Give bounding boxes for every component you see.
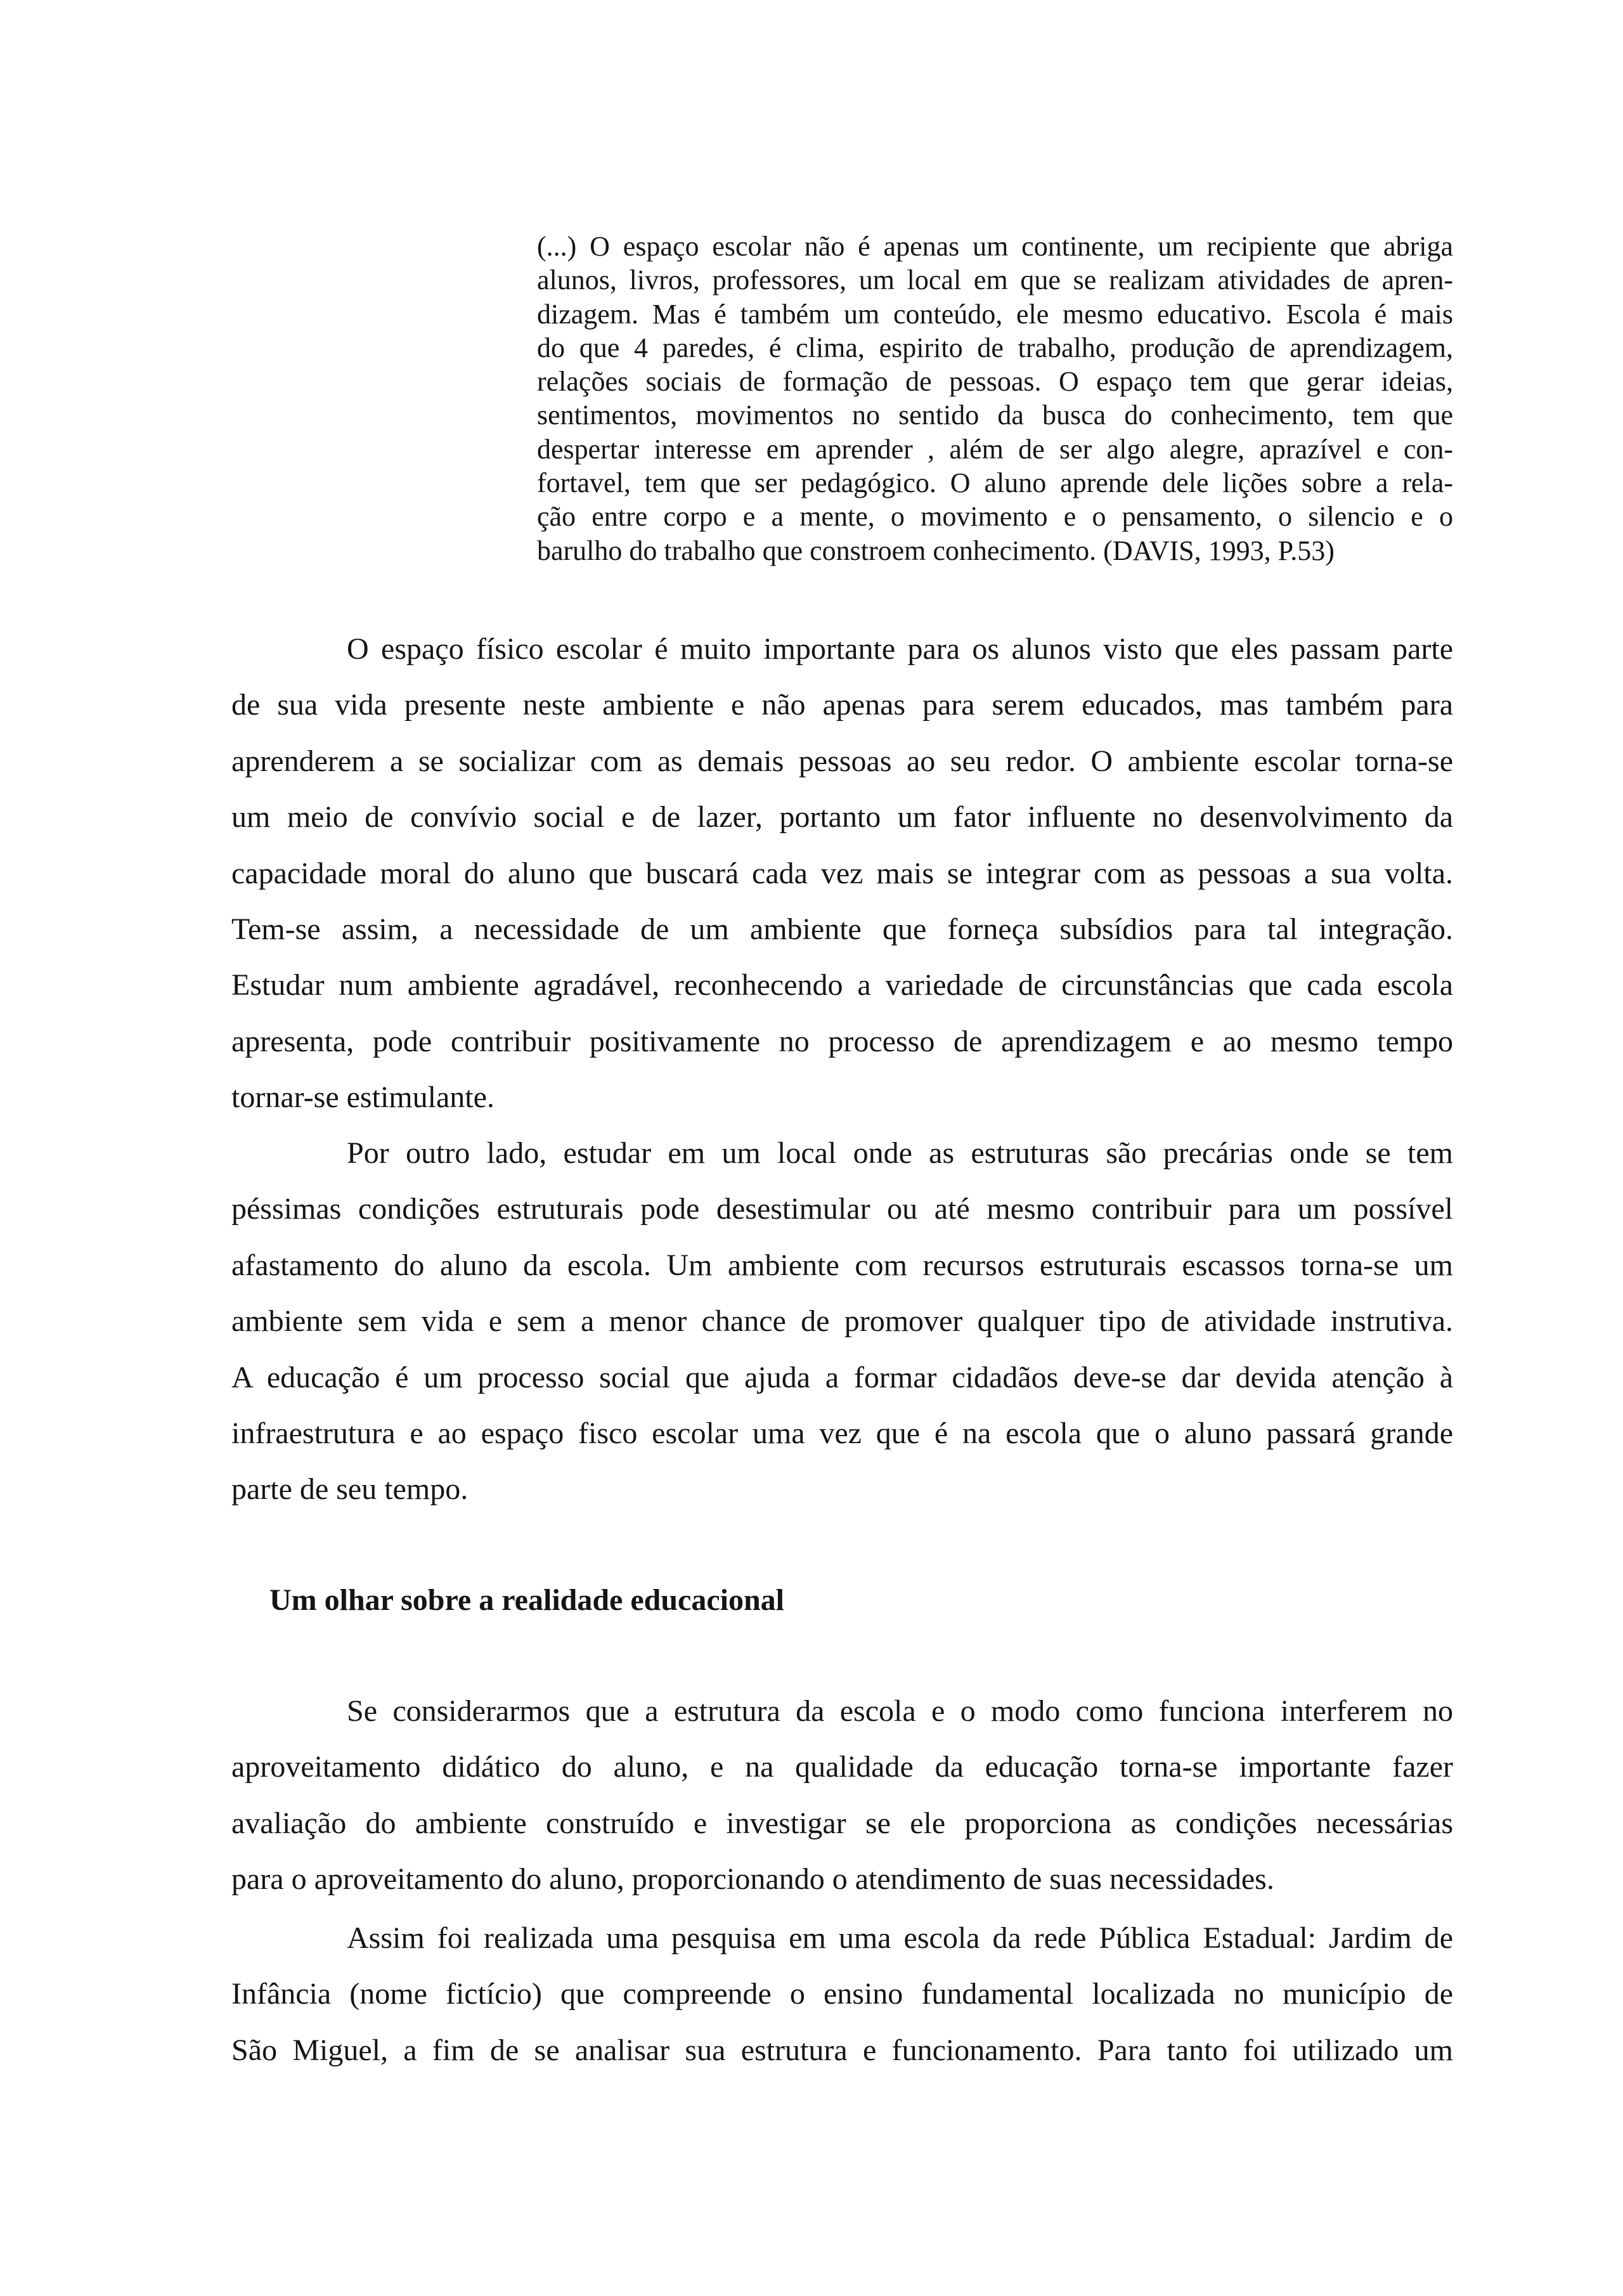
quote-line: do que 4 paredes, é clima, espirito de trabalho, produção de aprendizagem,: [537, 332, 1453, 363]
paragraph-line: Por outro lado, estudar em um local onde as estruturas são precárias onde se tem: [347, 1136, 1453, 1170]
paragraph-line: tornar-se estimulante.: [231, 1080, 495, 1115]
quote-line: relações sociais de formação de pessoas. O espaço tem que gerar ideias,: [537, 366, 1453, 398]
quote-line: (...) O espaço escolar não é apenas um continente, um recipiente que abriga: [537, 231, 1453, 262]
paragraph-line: um meio de convívio social e de lazer, portanto um fator influente no desenvolvimento da: [231, 800, 1453, 834]
paragraph-line: ambiente sem vida e sem a menor chance de promover qualquer tipo de atividade instrutiva.: [231, 1304, 1453, 1339]
quote-line: sentimentos, movimentos no sentido da busca do conhecimento, tem que: [537, 399, 1453, 431]
paragraph-line: aprenderem a se socializar com as demais pessoas ao seu redor. O ambiente escolar torna-se: [231, 744, 1453, 778]
paragraph-line: avaliação do ambiente construído e investigar se ele proporciona as condições necessárias: [231, 1806, 1453, 1840]
paragraph-line: aproveitamento didático do aluno, e na qualidade da educação torna-se importante fazer: [231, 1750, 1453, 1784]
paragraph-line: de sua vida presente neste ambiente e não apenas para serem educados, mas também para: [231, 688, 1453, 722]
paragraph-research: [231, 1910, 1453, 2079]
paragraph-precarious-structures: [231, 1125, 1453, 1518]
quote-line: ção entre corpo e a mente, o movimento e o pensamento, o silencio e o: [537, 501, 1453, 533]
paragraph-line: A educação é um processo social que ajuda a formar cidadãos deve-se dar devida atenção à: [231, 1360, 1453, 1394]
paragraph-line: parte de seu tempo.: [231, 1472, 469, 1507]
paragraph-line: Se considerarmos que a estrutura da escola e o modo como funciona interferem no: [347, 1694, 1453, 1728]
paragraph-line: péssimas condições estruturais pode desestimular ou até mesmo contribuir para um possível: [231, 1192, 1453, 1226]
quote-line: fortavel, tem que ser pedagógico. O aluno aprende dele lições sobre a rela-: [537, 467, 1453, 499]
quote-line: alunos, livros, professores, um local em que se realizam atividades de apren-: [537, 264, 1453, 296]
paragraph-line: Estudar num ambiente agradável, reconhecendo a variedade de circunstâncias que cada escola: [231, 968, 1453, 1002]
paragraph-line: para o aproveitamento do aluno, proporcionando o atendimento de suas necessidades.: [231, 1862, 1274, 1897]
quote-line: barulho do trabalho que constroem conhecimento. (DAVIS, 1993, P.53): [537, 535, 1335, 566]
paragraph-line: Assim foi realizada uma pesquisa em uma escola da rede Pública Estadual: Jardim de: [347, 1921, 1453, 1955]
paragraph-line: O espaço físico escolar é muito importante para os alunos visto que eles passam parte: [347, 632, 1453, 666]
paragraph-line: afastamento do aluno da escola. Um ambiente com recursos estruturais escassos torna-se um: [231, 1248, 1453, 1282]
paragraph-line: São Miguel, a fim de se analisar sua estrutura e funcionamento. Para tanto foi utilizado um: [231, 2033, 1453, 2067]
quote-line: despertar interesse em aprender , além de ser algo alegre, aprazível e con-: [537, 433, 1453, 465]
paragraph-line: infraestrutura e ao espaço fisco escolar uma vez que é na escola que o aluno passará grande: [231, 1417, 1453, 1451]
paragraph-school-space: [231, 621, 1453, 1126]
block-quote: [537, 230, 1453, 568]
section-heading: Um olhar sobre a realidade educacional: [269, 1583, 785, 1617]
paragraph-line: Infância (nome fictício) que compreende o ensino fundamental localizada no município de: [231, 1977, 1453, 2011]
paragraph-line: capacidade moral do aluno que buscará cada vez mais se integrar com as pessoas a sua volta.: [231, 856, 1453, 890]
paragraph-line: Tem-se assim, a necessidade de um ambiente que forneça subsídios para tal integração.: [231, 912, 1453, 947]
quote-line: dizagem. Mas é também um conteúdo, ele mesmo educativo. Escola é mais: [537, 298, 1453, 330]
paragraph-evaluation: [231, 1683, 1453, 1908]
paragraph-line: apresenta, pode contribuir positivamente no processo de aprendizagem e ao mesmo tempo: [231, 1024, 1453, 1058]
